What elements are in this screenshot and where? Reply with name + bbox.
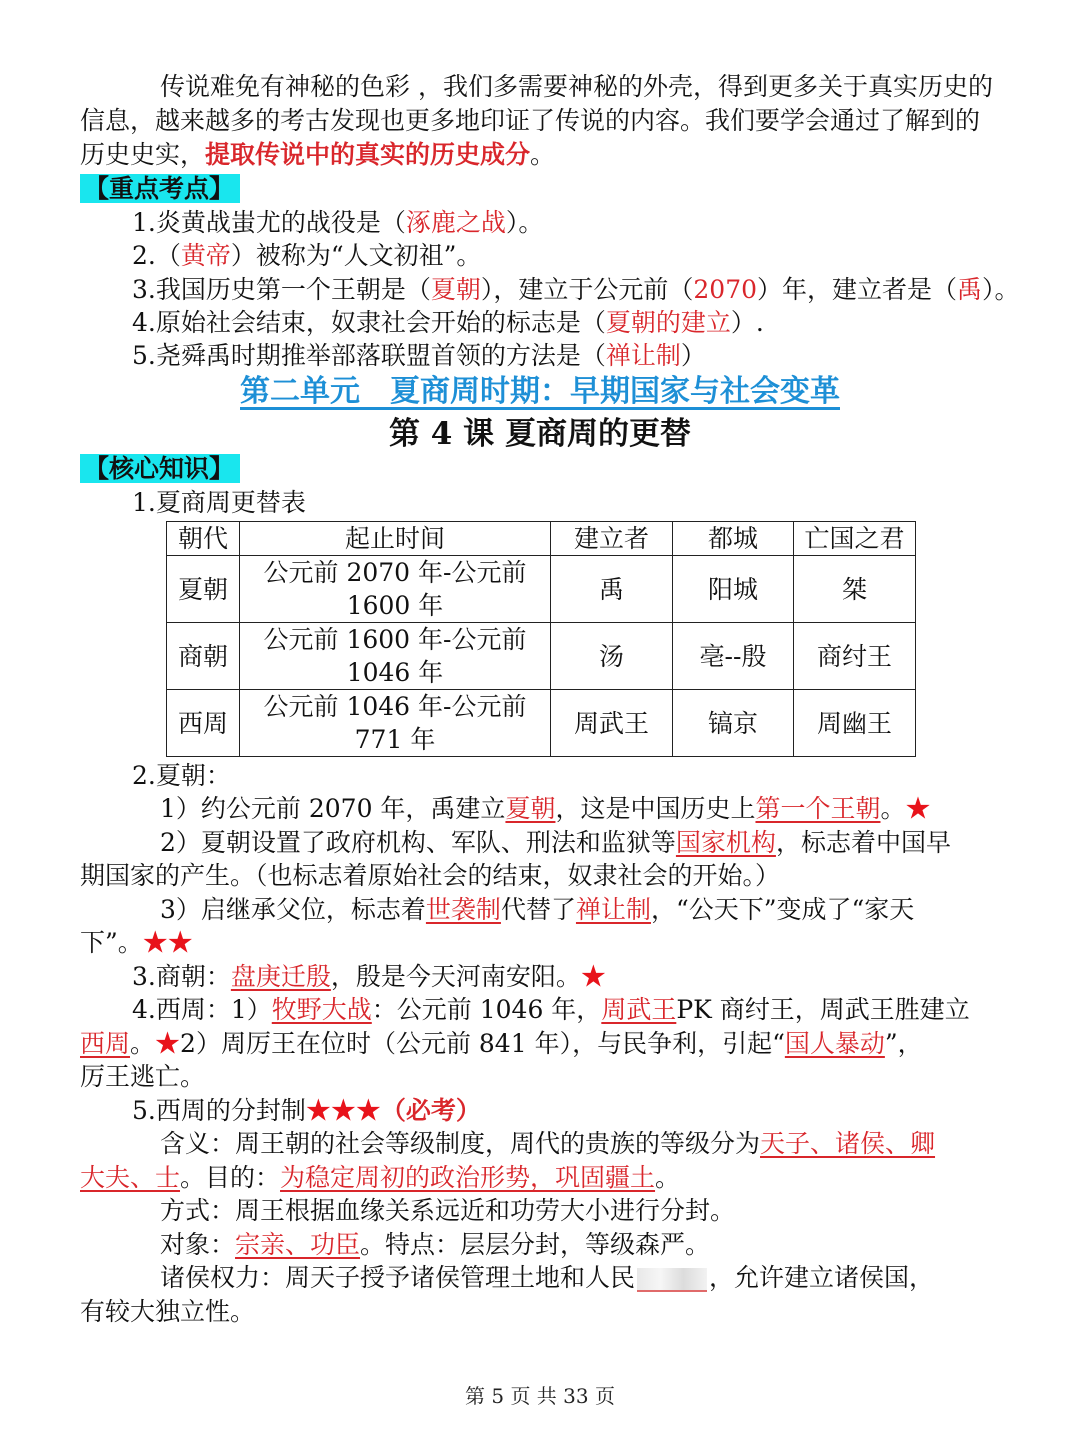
text: 含义：周王朝的社会等级制度，周代的贵族的等级分为 (160, 1129, 761, 1158)
key-term: 宗亲、功臣 (235, 1230, 361, 1259)
time-start: 公元前 1600 年-公元前 (263, 625, 527, 654)
keypoint-1 (132, 206, 1057, 240)
text: 。目的： (180, 1163, 281, 1192)
xia-point-3 (160, 893, 1080, 927)
star-icon: ★★ (142, 928, 193, 957)
xia-point-1 (160, 792, 1080, 826)
answer: 夏朝 (430, 275, 481, 304)
key-term: 盘庚迁殷 (230, 962, 331, 991)
dynasty-cell: 西周 (167, 690, 240, 757)
core-header: 【核心知识】 (80, 454, 240, 483)
answer: 黄帝 (180, 241, 231, 270)
time-start: 公元前 1046 年-公元前 (263, 692, 527, 721)
table-header-row (167, 522, 916, 556)
xia-title: 2.夏朝： (132, 761, 231, 790)
key-term: 国家机构 (675, 828, 776, 857)
fengjian-meaning-cont (80, 1161, 1005, 1195)
zhou-point-cont (80, 1027, 1005, 1061)
founder-cell: 周武王 (551, 690, 673, 757)
keypoint-4 (132, 306, 1057, 340)
core-header-line (80, 452, 1005, 486)
star-icon: ★ (580, 962, 606, 991)
text: ）。 (982, 275, 1020, 304)
shang-point (132, 960, 1057, 994)
text: 4.原始社会结束，奴隶社会开始的标志是（ (132, 308, 606, 337)
table-row (167, 623, 916, 690)
text: ）年，建立者是（ (757, 275, 958, 304)
header-cell: 起止时间 (240, 522, 551, 556)
text: 2）周厉王在位时（公元前 841 年），与民争利，引起“ (180, 1029, 785, 1058)
table-caption: 1.夏商周更替表 (132, 488, 306, 517)
text: 3.商朝： (132, 962, 231, 991)
key-term: 周武王 (601, 995, 677, 1024)
text: 。 (880, 794, 906, 823)
text: 。特点：层层分封，等级森严。 (360, 1230, 711, 1259)
star-icon: ★ (905, 794, 931, 823)
keypoint-2 (132, 239, 1057, 273)
star-icon: ★★★ (305, 1096, 381, 1125)
star-icon: ★ (155, 1029, 181, 1058)
header-cell: 朝代 (167, 522, 240, 556)
time-cell (240, 623, 551, 690)
fengjian-object (160, 1228, 1080, 1262)
text: ）. (730, 308, 764, 337)
key-term: 为稳定周初的政治形势，巩固疆土 (280, 1163, 656, 1192)
text: 1.炎黄战蚩尤的战役是（ (132, 208, 406, 237)
text: ）被称为“人文初祖”。 (230, 241, 482, 270)
key-term: 夏朝 (505, 794, 556, 823)
capital-cell: 阳城 (673, 556, 794, 623)
xia-point-2 (160, 826, 1080, 860)
xia-point-3-cont (80, 926, 1005, 960)
fengjian-title (132, 1094, 1057, 1128)
text: 4.西周：1） (132, 995, 272, 1024)
key-term: 西周 (80, 1029, 131, 1058)
fengjian-power-cont: 有较大独立性。 (80, 1297, 256, 1326)
page-footer: 第 5 页 共 33 页 (465, 1384, 615, 1408)
text: 对象： (160, 1230, 236, 1259)
keypoint-5 (132, 339, 1057, 373)
intro-highlight: 提取传说中的真实的历史成分 (205, 140, 531, 169)
fengjian-way: 方式：周王根据血缘关系远近和功劳大小进行分封。 (160, 1196, 736, 1225)
text: ：公元前 1046 年， (371, 995, 602, 1024)
key-term: 天子、诸侯、卿 (760, 1129, 936, 1158)
intro-line-2: 信息，越来越多的考古发现也更多地印证了传说的内容。我们要学会通过了解到的 (80, 106, 981, 135)
text: ，标志着中国早 (775, 828, 951, 857)
text: 3）启继承父位，标志着 (160, 895, 426, 924)
answer: 禹 (957, 275, 983, 304)
text: 代替了 (500, 895, 576, 924)
time-end: 1600 年 (346, 591, 444, 620)
time-cell (240, 690, 551, 757)
text: ，这是中国历史上 (555, 794, 756, 823)
intro-line-1: 传说难免有神秘的色彩 ，我们多需要神秘的外壳，得到更多关于真实历史的 (160, 72, 993, 101)
header-cell: 都城 (673, 522, 794, 556)
key-term: 国人暴动 (784, 1029, 885, 1058)
text: 2）夏朝设置了政府机构、军队、刑法和监狱等 (160, 828, 676, 857)
capital-cell: 亳--殷 (673, 623, 794, 690)
text: 1）约公元前 2070 年，禹建立 (160, 794, 506, 823)
text: ”， (884, 1029, 923, 1058)
text: ），建立于公元前（ (480, 275, 694, 304)
table-row (167, 556, 916, 623)
text: 5.尧舜禹时期推举部落联盟首领的方法是（ (132, 341, 606, 370)
keypoint-3 (132, 273, 1057, 307)
text: ，允许建立诸侯国， (709, 1263, 935, 1292)
fengjian-meaning (160, 1127, 1080, 1161)
intro-end: 。 (530, 140, 556, 169)
last-ruler-cell: 商纣王 (794, 623, 916, 690)
zhou-point (132, 993, 1057, 1027)
answer: 2070 (693, 275, 758, 304)
text: 下”。 (80, 928, 143, 957)
text: ）。 (505, 208, 544, 237)
dynasty-cell: 夏朝 (167, 556, 240, 623)
keypoints-header: 【重点考点】 (80, 174, 240, 203)
intro-text: 历史史实， (80, 140, 206, 169)
dynasty-table (166, 521, 916, 757)
dynasty-cell: 商朝 (167, 623, 240, 690)
key-term: 大夫、士 (80, 1163, 181, 1192)
zhou-point-end: 厉王逃亡。 (80, 1062, 206, 1091)
key-term: 世袭制 (425, 895, 501, 924)
text: ，“公天下”变成了“家天 (650, 895, 915, 924)
answer: 禅让制 (605, 341, 681, 370)
time-end: 771 年 (354, 725, 436, 754)
last-ruler-cell: 桀 (794, 556, 916, 623)
lesson-title: 第 4 课 夏商周的更替 (389, 416, 691, 452)
must-test-label: （必考） (380, 1096, 481, 1125)
text: PK 商纣王，周武王胜建立 (676, 995, 970, 1024)
text: 5.西周的分封制 (132, 1096, 306, 1125)
table-row (167, 690, 916, 757)
text: ） (680, 341, 706, 370)
keypoints-header-line (80, 172, 1005, 206)
time-cell (240, 556, 551, 623)
key-term: 第一个王朝 (755, 794, 881, 823)
founder-cell: 汤 (551, 623, 673, 690)
fengjian-power (160, 1261, 1080, 1295)
time-start: 公元前 2070 年-公元前 (263, 558, 527, 587)
blurred-region (637, 1268, 707, 1292)
capital-cell: 镐京 (673, 690, 794, 757)
key-term: 牧野大战 (271, 995, 372, 1024)
header-cell: 亡国之君 (794, 522, 916, 556)
text: 2.（ (132, 241, 181, 270)
last-ruler-cell: 周幽王 (794, 690, 916, 757)
unit-title: 第二单元 夏商周时期：早期国家与社会变革 (240, 374, 840, 409)
text: 。 (130, 1029, 156, 1058)
answer: 夏朝的建立 (605, 308, 731, 337)
text: ，殷是今天河南安阳。 (330, 962, 581, 991)
key-term: 禅让制 (575, 895, 651, 924)
time-end: 1046 年 (346, 658, 444, 687)
text: 3.我国历史第一个王朝是（ (132, 275, 431, 304)
answer: 涿鹿之战 (405, 208, 506, 237)
text: 。 (655, 1163, 681, 1192)
text: 诸侯权力：周天子授予诸侯管理土地和人民 (160, 1263, 636, 1292)
header-cell: 建立者 (551, 522, 673, 556)
intro-line-3 (80, 138, 1005, 172)
founder-cell: 禹 (551, 556, 673, 623)
xia-point-2-cont: 期国家的产生。（也标志着原始社会的结束，奴隶社会的开始。） (80, 861, 781, 890)
